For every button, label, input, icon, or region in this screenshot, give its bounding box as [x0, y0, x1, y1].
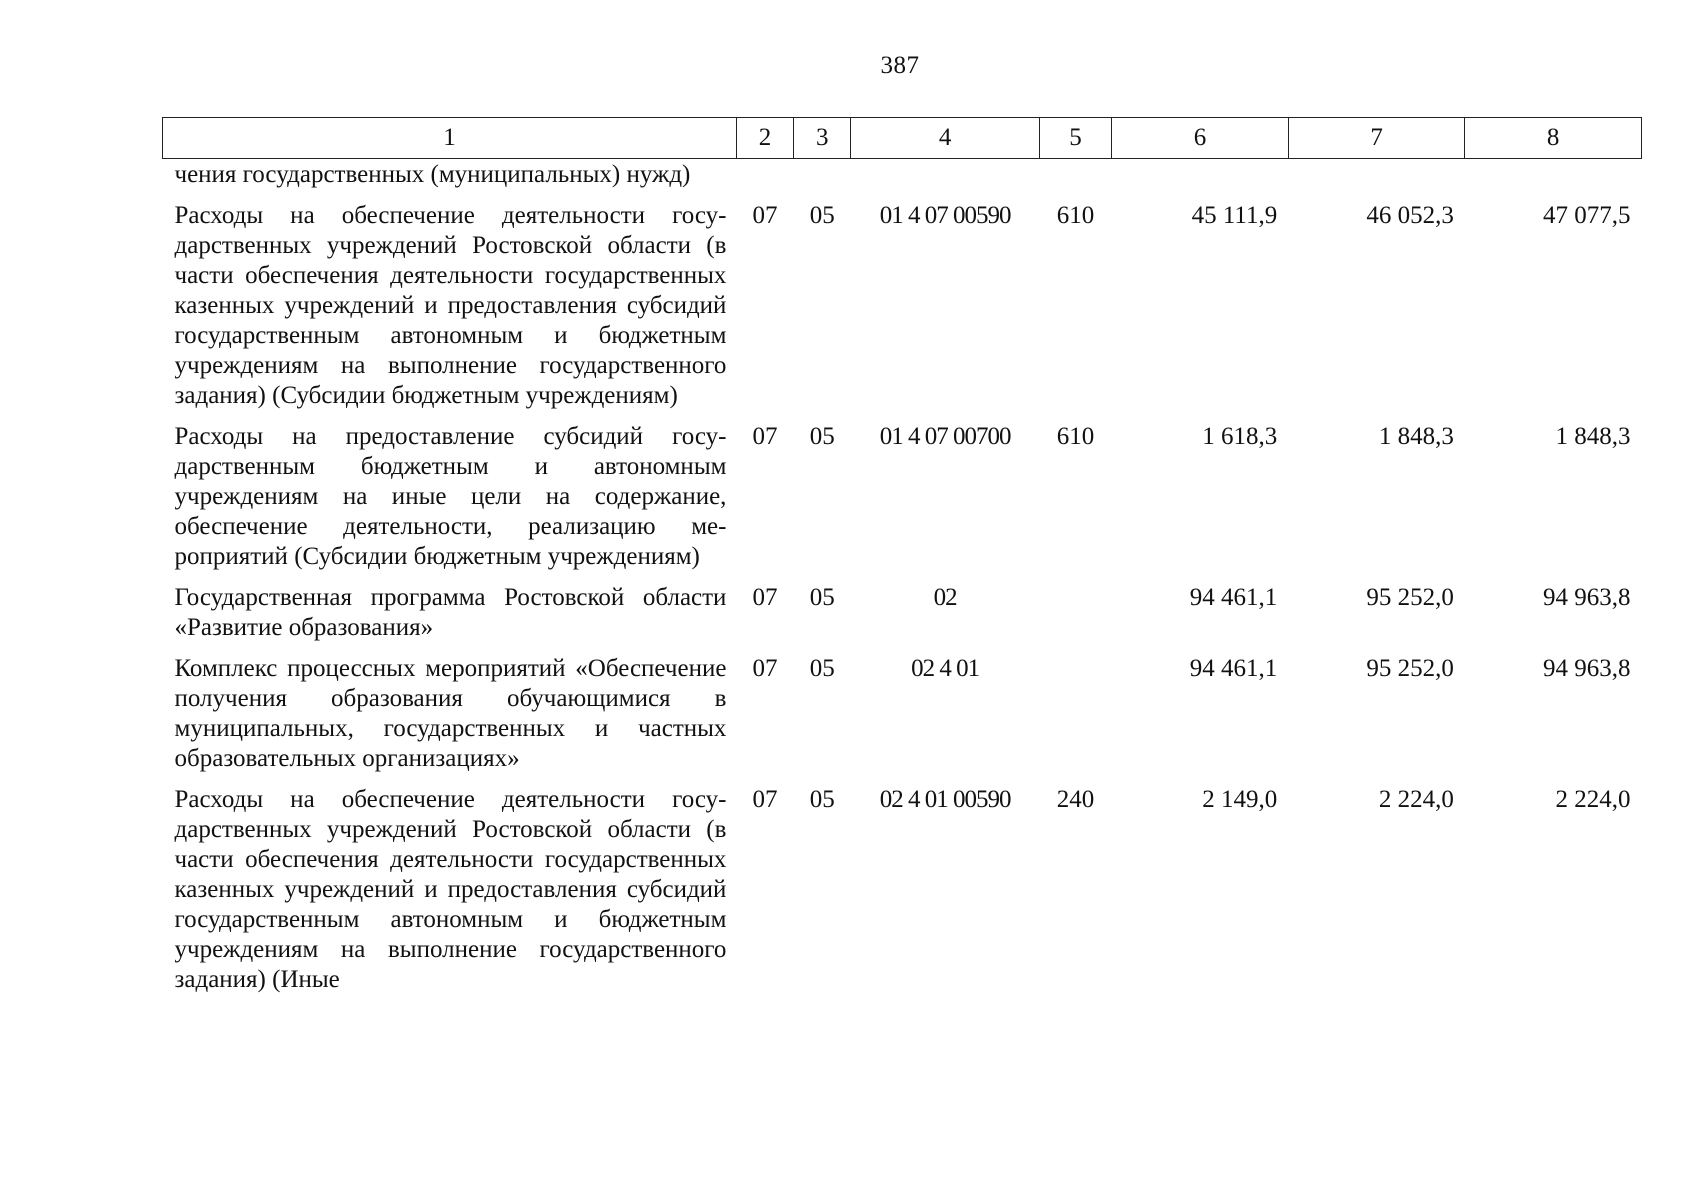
row-amount-year-3: 94 963,8: [1543, 655, 1631, 682]
header-col-2: 2: [736, 118, 793, 159]
row-section: 07: [752, 655, 778, 682]
row-description: Комплекс процессных мероприятий «Обеспечение получения образования обучающимися в муниципальных, государственных и частных образовательных организациях»: [174, 655, 727, 772]
header-col-5: 5: [1039, 118, 1111, 159]
row-amount-year-1: 2 149,0: [1202, 786, 1278, 813]
row-subsection: 05: [809, 786, 835, 813]
table-row: [163, 422, 1642, 583]
row-expense-type: [1039, 654, 1111, 785]
row-amount-year-1: 1 618,3: [1202, 423, 1278, 450]
row-section: 07: [752, 423, 778, 450]
row-amount-year-2: 2 224,0: [1378, 786, 1454, 813]
row-target-article: 02: [933, 584, 957, 611]
row-description: Расходы на предоставление субсидий государственным бюджетным и автономным учреждениям на иные цели на содержание, обеспечение деятельности, реализацию мероприятий (Субсидии бюджетным учреждениям): [174, 423, 727, 570]
header-col-4: 4: [851, 118, 1040, 159]
row-amount-year-3: 1 848,3: [1555, 423, 1631, 450]
row-description: Расходы на обеспечение деятельности государственных учреждений Ростовской области (в части обеспечения деятельности государственных казенных учреждений и предоставления субсидий государственным автономным и бюджетным учреждениям на выполнение государственного задания) (Иные: [174, 786, 727, 993]
row-description: Расходы на обеспечение деятельности государственных учреждений Ростовской области (в части обеспечения деятельности государственных казенных учреждений и предоставления субсидий государственным автономным и бюджетным учреждениям на выполнение государственного задания) (Субсидии бюджетным учреждениям): [174, 202, 727, 409]
table-row: [163, 654, 1642, 785]
row-target-article: 01 4 07 00590: [879, 202, 1011, 229]
row-subsection: 05: [809, 202, 835, 229]
header-col-1: 1: [163, 118, 737, 159]
header-col-6: 6: [1112, 118, 1289, 159]
page-number: 387: [880, 52, 920, 79]
row-amount-year-2: [1288, 159, 1465, 202]
row-amount-year-2: 1 848,3: [1378, 423, 1454, 450]
table-row: [163, 785, 1642, 1006]
row-expense-type: [1039, 159, 1111, 202]
row-amount-year-1: 45 111,9: [1191, 202, 1278, 229]
row-amount-year-1: [1112, 159, 1289, 202]
row-subsection: [794, 159, 851, 202]
row-amount-year-2: 46 052,3: [1366, 202, 1454, 229]
budget-table: [162, 117, 1642, 1006]
row-description: Государственная программа Ростовской области «Развитие образования»: [174, 584, 727, 641]
row-amount-year-3: [1465, 159, 1642, 202]
row-subsection: 05: [809, 423, 835, 450]
row-amount-year-3: 47 077,5: [1543, 202, 1631, 229]
header-col-7: 7: [1288, 118, 1465, 159]
header-col-3: 3: [794, 118, 851, 159]
table-row: [163, 159, 1642, 202]
row-target-article: 01 4 07 00700: [879, 423, 1011, 450]
row-description: чения государственных (муниципальных) нужд): [174, 161, 691, 188]
row-section: 07: [752, 584, 778, 611]
row-amount-year-2: 95 252,0: [1366, 655, 1454, 682]
row-section: [736, 159, 793, 202]
row-expense-type: [1039, 583, 1111, 654]
row-target-article: 02 4 01: [911, 655, 980, 682]
row-subsection: 05: [809, 584, 835, 611]
row-expense-type: 610: [1056, 423, 1095, 450]
row-expense-type: 240: [1056, 786, 1095, 813]
row-target-article: 02 4 01 00590: [879, 786, 1011, 813]
table-header-row: [163, 118, 1642, 159]
row-subsection: 05: [809, 655, 835, 682]
row-section: 07: [752, 202, 778, 229]
table-row: [163, 201, 1642, 422]
header-col-8: 8: [1465, 118, 1642, 159]
row-amount-year-1: 94 461,1: [1189, 655, 1278, 682]
row-target-article: [851, 159, 1040, 202]
row-amount-year-3: 94 963,8: [1543, 584, 1631, 611]
row-amount-year-1: 94 461,1: [1189, 584, 1278, 611]
row-section: 07: [752, 786, 778, 813]
table-row: [163, 583, 1642, 654]
row-expense-type: 610: [1056, 202, 1095, 229]
row-amount-year-3: 2 224,0: [1555, 786, 1631, 813]
row-amount-year-2: 95 252,0: [1366, 584, 1454, 611]
